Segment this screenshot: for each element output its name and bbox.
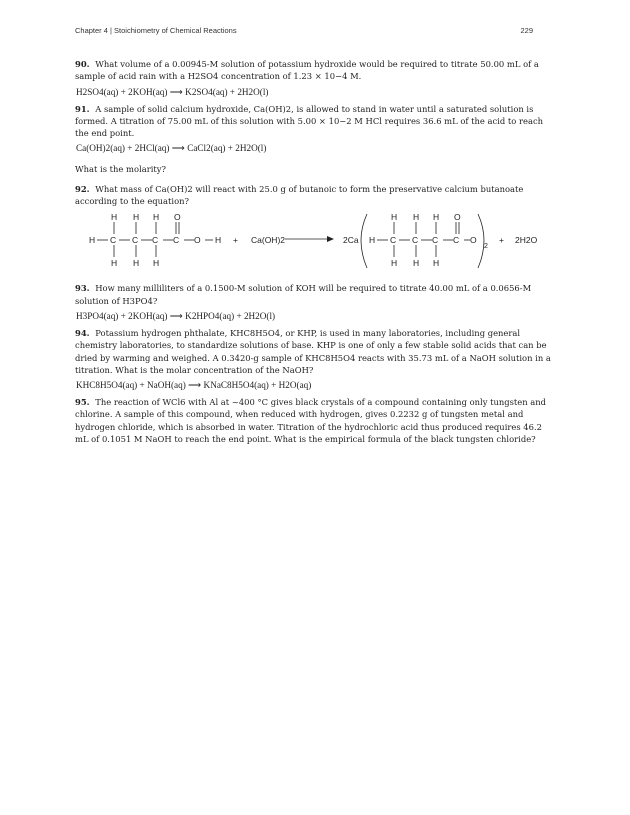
problem-94 (75, 327, 557, 376)
page-number: 229 (520, 26, 533, 35)
bracket-subscript: 2 (484, 243, 488, 251)
atom-h: H (433, 258, 440, 269)
equation-93: H3PO4(aq) + 2KOH(aq) ⟶ K2HPO4(aq) + 2H2O(l) (76, 310, 276, 321)
atom-h: H (153, 258, 160, 269)
problem-text: What volume of a 0.00945-M solution of potassium hydroxide would be required to titrate 50.00 mL of a sample of acid rain with a H2SO4 concentration of 1.23 × 10−4 M. (75, 59, 539, 82)
problem-text: How many milliliters of a 0.1500-M solution of KOH will be required to titrate 40.00 mL of a 0.0656-M solution of H3PO4? (75, 283, 532, 306)
equation-91: Ca(OH)2(aq) + 2HCl(aq) ⟶ CaCl2(aq) + 2H2O(l) (76, 143, 267, 154)
problem-text: What mass of Ca(OH)2 will react with 25.0 g of butanoic to form the preservative calcium butanoate according to the equation? (75, 183, 524, 207)
atom-o: O (454, 212, 461, 223)
calcium-coefficient: 2Ca (343, 235, 359, 246)
atom-c: C (453, 235, 460, 246)
problem-text: A sample of solid calcium hydroxide, Ca(OH)2, is allowed to stand in water until a saturated solution is formed. A titration of 75.00 mL of this solution with 5.00 × 10−2 M HCl requires 36.6 mL of the acid to reach the end point. (75, 103, 544, 139)
atom-c: C (152, 235, 159, 246)
atom-h: H (413, 212, 420, 223)
question-91: What is the molarity? (75, 164, 166, 175)
atom-c: C (432, 235, 439, 246)
problem-text: Potassium hydrogen phthalate, KHC8H5O4, or KHP, is used in many laboratories, including general chemistry laboratories, to standardize solutions of base. KHP is one of only a few stable solid acids that can be dried by warming and weighed. A 0.3420-g sample of KHC8H5O4 reacts with 35.73 mL of a NaOH solution in a titration. What is the molar concentration of the NaOH? (75, 327, 551, 375)
problem-number: 94. (75, 327, 90, 338)
problem-text: The reaction of WCl6 with Al at ~400 °C gives black crystals of a compound containing only tungsten and chlorine. A sample of this compound, when reduced with hydrogen, gives 0.2232 g of tungsten metal and hydrogen chloride, which is absorbed in water. Titration of the hydrochloric acid thus produced requires 46.2 mL of 0.1051 M NaOH to reach the end point. What is the empirical formula of the black tungsten chloride? (75, 397, 547, 445)
atom-h: H (215, 235, 222, 246)
water-product: 2H2O (515, 235, 538, 246)
atom-h: H (89, 235, 96, 246)
problem-90 (75, 58, 557, 83)
atom-o: O (470, 235, 477, 246)
problem-91 (75, 103, 557, 140)
atom-c: C (173, 235, 180, 246)
calcium-hydroxide: Ca(OH)2 (251, 235, 286, 246)
problem-95 (75, 396, 557, 445)
problem-number: 91. (75, 103, 90, 114)
atom-c: C (390, 235, 397, 246)
atom-h: H (369, 235, 376, 246)
atom-o: O (194, 235, 201, 246)
atom-h: H (111, 212, 118, 223)
atom-h: H (391, 258, 398, 269)
problem-number: 93. (75, 283, 90, 294)
plus-sign: + (499, 235, 504, 246)
atom-c: C (412, 235, 419, 246)
plus-sign: + (233, 235, 238, 246)
atom-h: H (413, 258, 420, 269)
problem-92 (75, 183, 557, 208)
atom-h: H (111, 258, 118, 269)
atom-h: H (153, 212, 160, 223)
chapter-title: Chapter 4 | Stoichiometry of Chemical Reactions (75, 26, 237, 35)
atom-h: H (433, 212, 440, 223)
atom-h: H (133, 258, 140, 269)
problem-number: 92. (75, 183, 90, 194)
problem-number: 95. (75, 397, 90, 408)
atom-h: H (391, 212, 398, 223)
atom-c: C (110, 235, 117, 246)
problem-number: 90. (75, 59, 90, 69)
page-header (75, 26, 555, 40)
atom-h: H (133, 212, 140, 223)
atom-c: C (132, 235, 139, 246)
equation-90: H2SO4(aq) + 2KOH(aq) ⟶ K2SO4(aq) + 2H2O(l) (76, 86, 269, 97)
butanoic-reaction-diagram (75, 210, 557, 276)
problem-93 (75, 282, 557, 307)
equation-94: KHC8H5O4(aq) + NaOH(aq) ⟶ KNaC8H5O4(aq) + H2O(aq) (76, 380, 312, 391)
atom-o: O (174, 212, 181, 223)
problem-list (75, 58, 557, 448)
